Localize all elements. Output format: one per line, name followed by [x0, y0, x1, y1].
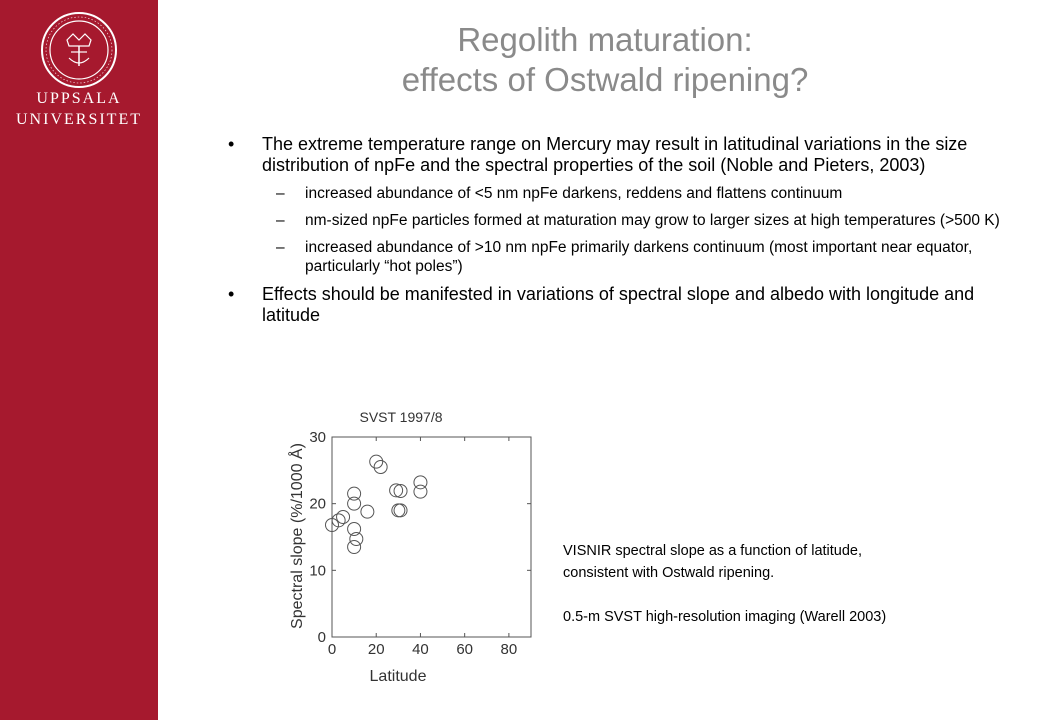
university-seal-icon	[39, 10, 119, 90]
sub-bullet-item	[228, 238, 1018, 276]
y-tick-label: 0	[317, 629, 326, 646]
bullet-text: The extreme temperature range on Mercury may result in latitudinal variations in the size distribution of npFe and the spectral properties of the soil (Noble and Pieters, 2003)	[262, 134, 968, 175]
title-line-1: Regolith maturation:	[457, 21, 753, 58]
chart-ylabel: Spectral slope (%/1000 Å)	[289, 443, 306, 629]
x-tick-label: 0	[327, 641, 337, 658]
sub-bullet-item	[228, 184, 1018, 203]
sub-bullet-item	[228, 211, 1018, 230]
x-tick-label: 40	[412, 641, 429, 658]
y-tick-label: 10	[309, 562, 326, 580]
caption-line-2: consistent with Ostwald ripening.	[563, 565, 775, 581]
x-tick-label: 60	[456, 641, 474, 658]
sub-bullet-marker: –	[276, 239, 285, 256]
x-tick-label: 20	[367, 641, 385, 658]
data-point	[348, 523, 361, 536]
brand-line-2: UNIVERSITET	[16, 111, 142, 128]
title-line-2: effects of Ostwald ripening?	[401, 61, 809, 98]
sub-bullet-marker: –	[276, 185, 285, 202]
chart-title: SVST 1997/8	[359, 409, 443, 425]
data-point	[361, 505, 374, 518]
y-tick-label: 20	[309, 495, 326, 513]
bullet-list	[228, 134, 1018, 334]
caption-line-3: 0.5-m SVST high-resolution imaging (Warell 2003)	[563, 609, 887, 625]
data-point	[337, 511, 350, 524]
brand-line-1: UPPSALA	[36, 90, 122, 107]
bullet-marker: •	[228, 284, 235, 304]
x-tick-label: 80	[500, 641, 518, 658]
bullet-marker: •	[228, 134, 235, 154]
data-point	[350, 533, 363, 546]
data-point	[348, 497, 361, 510]
scatter-chart	[278, 400, 548, 695]
sub-bullet-text: increased abundance of <5 nm npFe darkens, reddens and flattens continuum	[305, 185, 843, 202]
data-point	[348, 487, 361, 500]
brand-sidebar	[0, 0, 158, 720]
bullet-item	[228, 284, 1018, 326]
sub-bullet-marker: –	[276, 212, 285, 229]
chart-xlabel: Latitude	[369, 668, 427, 685]
plot-frame	[332, 437, 531, 637]
data-point	[348, 541, 361, 554]
figure-caption	[563, 540, 1003, 628]
bullet-item	[228, 134, 1018, 176]
sub-bullet-text: nm-sized npFe particles formed at maturation may grow to larger sizes at high temperatures (>500 K)	[305, 212, 1000, 229]
sub-bullet-text: increased abundance of >10 nm npFe primarily darkens continuum (most important near equator, particularly “hot poles”)	[305, 239, 973, 275]
data-point	[414, 485, 427, 498]
caption-line-1: VISNIR spectral slope as a function of latitude,	[563, 543, 863, 559]
bullet-text: Effects should be manifested in variations of spectral slope and albedo with longitude and latitude	[262, 284, 975, 325]
y-tick-label: 30	[309, 429, 326, 446]
slide-title	[170, 20, 1040, 100]
